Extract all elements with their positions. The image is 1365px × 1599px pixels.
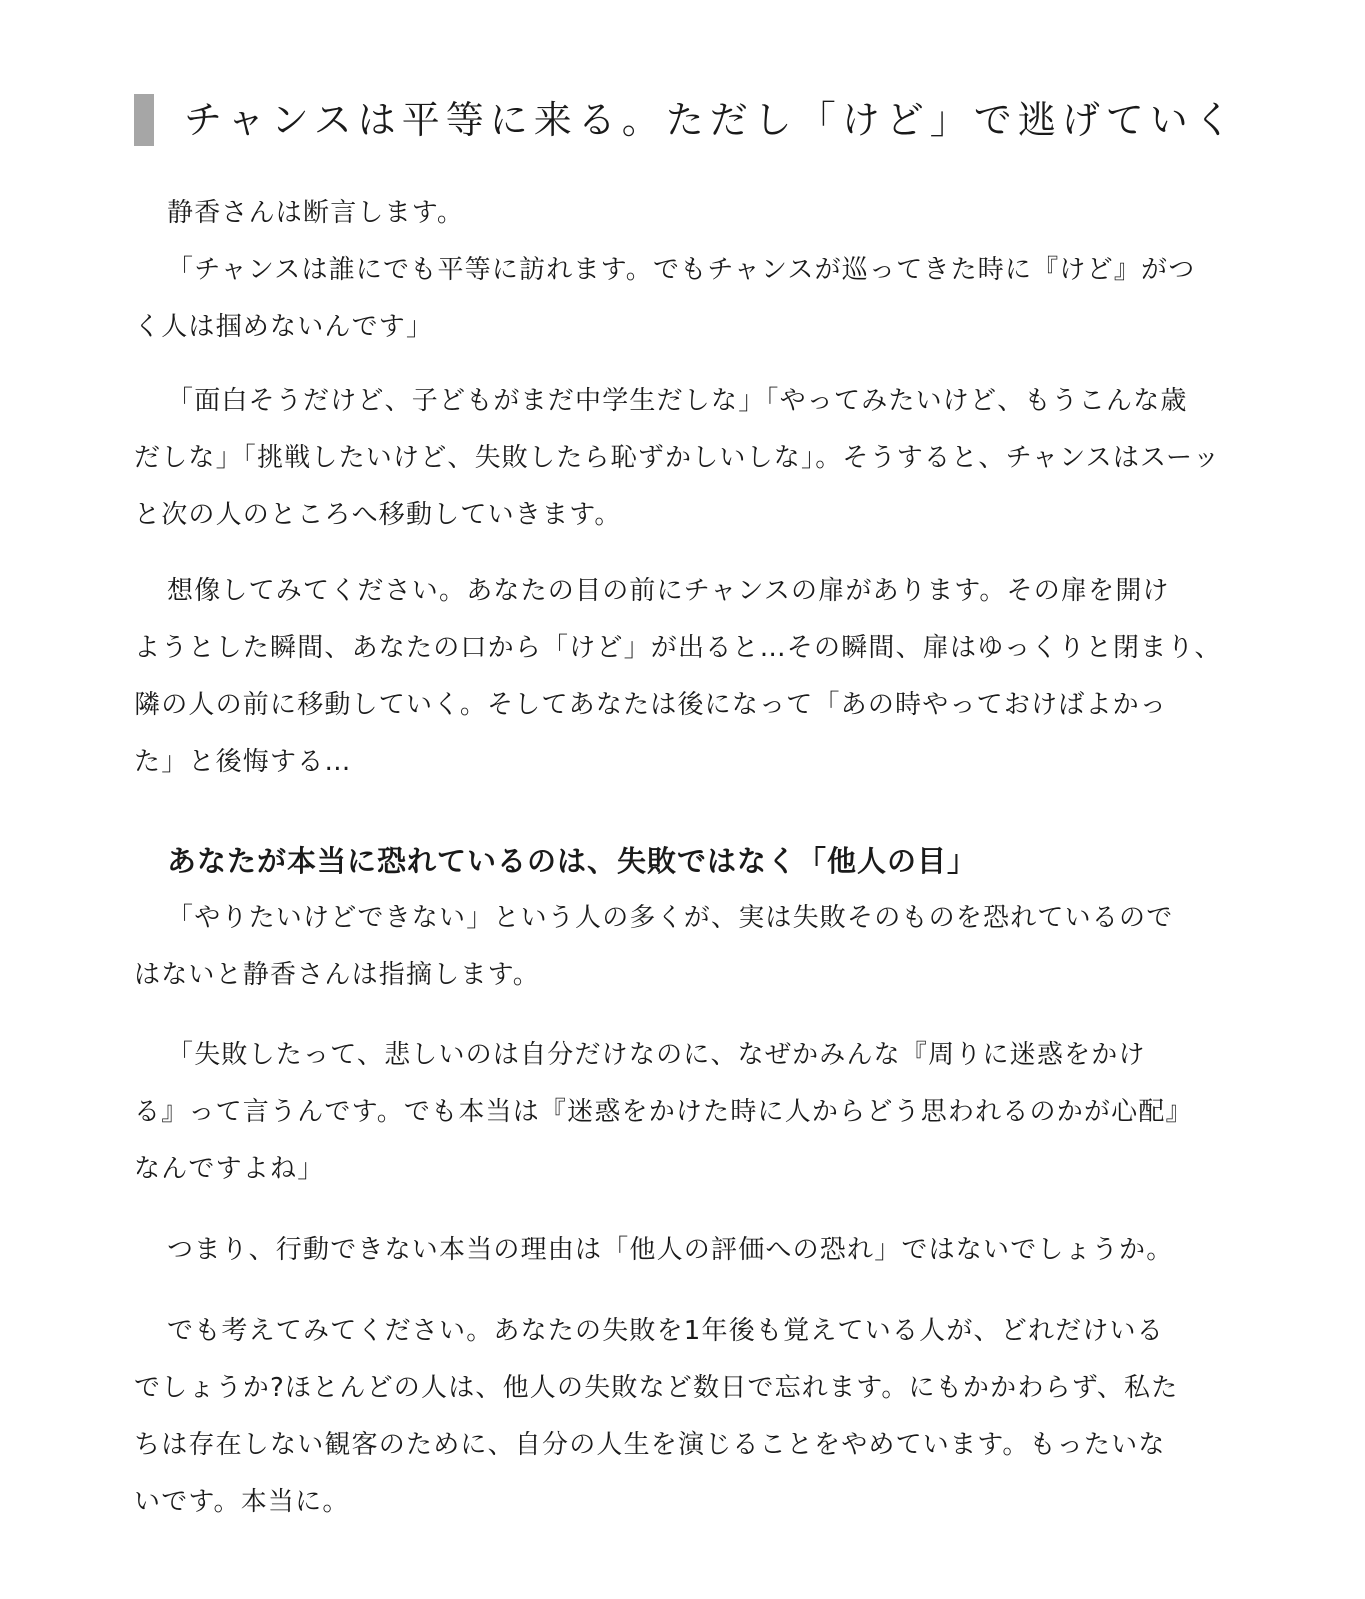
- text-line: つまり、行動できない本当の理由は「他人の評価への恐れ」ではないでしょうか。: [167, 1235, 1174, 1265]
- paragraph: [134, 1222, 1244, 1279]
- paragraph: [134, 1303, 1244, 1531]
- text-line: いです。本当に。: [134, 1487, 350, 1517]
- text-line: ようとした瞬間、あなたの口から「けど」が出ると…その瞬間、扉はゆっくりと閉まり、: [134, 633, 1222, 663]
- paragraph: [134, 563, 1244, 791]
- text-line: 「チャンスは誰にでも平等に訪れます。でもチャンスが巡ってきた時に『けど』がつ: [167, 255, 1196, 285]
- text-line: ちは存在しない観客のために、自分の人生を演じることをやめています。もったいな: [134, 1430, 1166, 1460]
- text-line: く人は掴めないんです」: [134, 312, 434, 342]
- text-line: 「失敗したって、悲しいのは自分だけなのに、なぜかみんな『周りに迷惑をかけ: [167, 1040, 1146, 1070]
- paragraph: [134, 185, 1244, 356]
- text-line: でも考えてみてください。あなたの失敗を1年後も覚えている人が、どれだけいる: [167, 1316, 1164, 1346]
- section-heading-text: チャンスは平等に来る。ただし「けど」で逃げていく: [184, 98, 1238, 142]
- text-line: なんですよね」: [134, 1154, 325, 1184]
- subheading: あなたが本当に恐れているのは、失敗ではなく「他人の目」: [167, 844, 978, 878]
- text-line: 想像してみてください。あなたの目の前にチャンスの扉があります。その扉を開け: [167, 576, 1170, 606]
- text-line: た」と後悔する…: [134, 747, 352, 777]
- heading-accent-bar: [134, 94, 154, 146]
- text-line: 「やりたいけどできない」という人の多くが、実は失敗そのものを恐れているので: [167, 903, 1174, 933]
- paragraph: [134, 890, 1244, 1004]
- text-line: 隣の人の前に移動していく。そしてあなたは後になって「あの時やっておけばよかっ: [134, 690, 1168, 720]
- paragraph: [134, 373, 1244, 544]
- text-line: と次の人のところへ移動していきます。: [134, 500, 622, 530]
- text-line: 静香さんは断言します。: [167, 198, 465, 228]
- text-line: だしな」「挑戦したいけど、失敗したら恥ずかしいしな」。そうすると、チャンスはスーッ: [134, 443, 1221, 473]
- text-line: る』って言うんです。でも本当は『迷惑をかけた時に人からどう思われるのかが心配』: [134, 1097, 1193, 1127]
- text-line: でしょうか?ほとんどの人は、他人の失敗など数日で忘れます。にもかかわらず、私た: [134, 1373, 1179, 1403]
- text-line: はないと静香さんは指摘します。: [134, 960, 540, 990]
- paragraph: [134, 1027, 1244, 1198]
- section-heading: [134, 94, 1244, 148]
- text-line: 「面白そうだけど、子どもがまだ中学生だしな」「やってみたいけど、もうこんな歳: [167, 386, 1188, 416]
